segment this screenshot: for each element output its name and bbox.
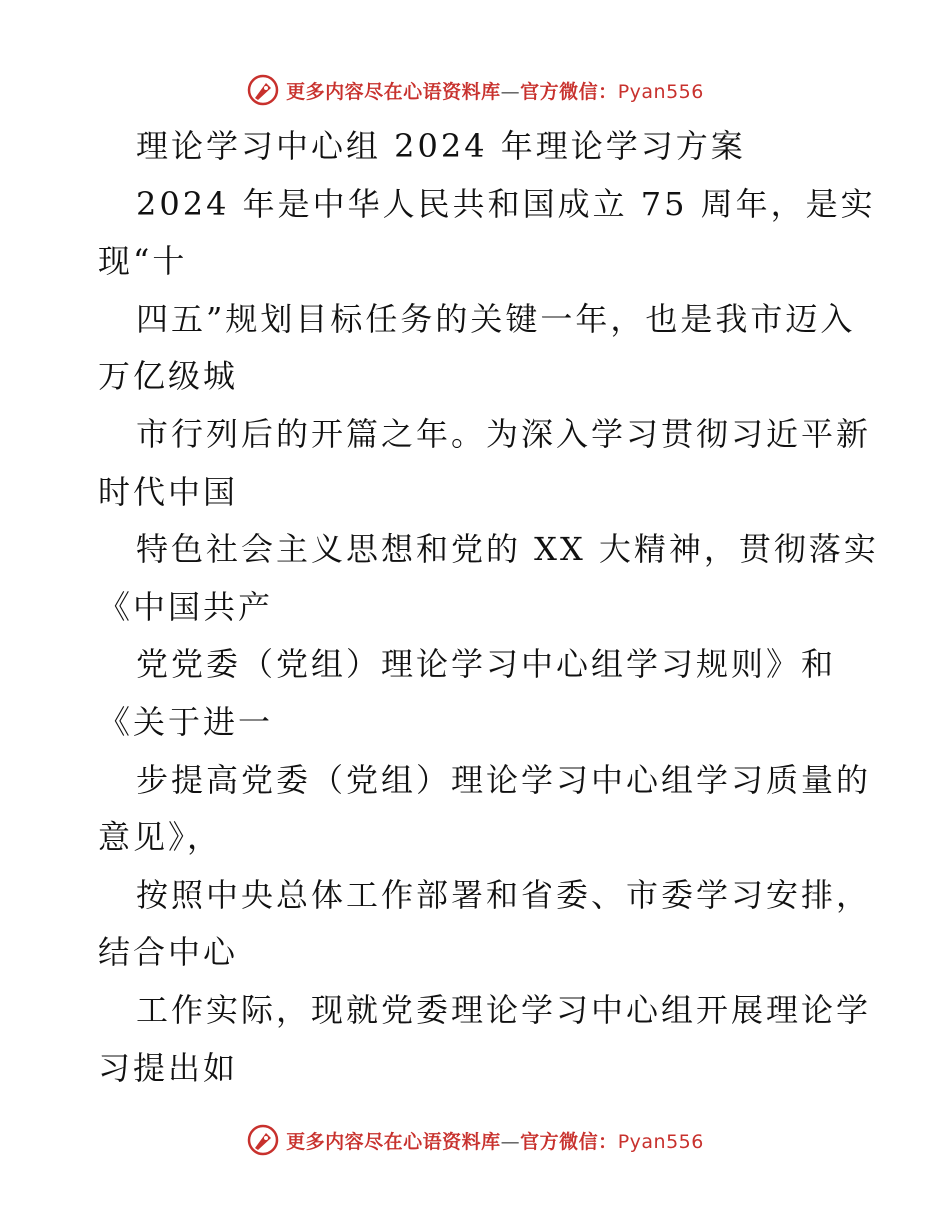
header-watermark-banner [0, 70, 950, 110]
text-line: 《中国共产 [98, 587, 274, 626]
text-line: 结合中心 [98, 933, 239, 972]
banner-wechat-id: Pyan556 [617, 1130, 704, 1153]
text-line: 万亿级城 [98, 357, 239, 396]
text-line: 工作实际，现就党委理论学习中心组开展理论学 [136, 990, 872, 1029]
text-line: 2024 年是中华人民共和国成立 75 周年，是实 [136, 184, 876, 223]
text-line: 步提高党委（党组）理论学习中心组学习质量的 [136, 760, 872, 799]
text-line: 现“十 [98, 242, 188, 281]
text-line: 特色社会主义思想和党的 XX 大精神，贯彻落实 [136, 530, 879, 569]
text-line: 市行列后的开篇之年。为深入学习贯彻习近平新 [136, 414, 872, 453]
banner-site-name: 更多内容尽在心语资料库 [286, 1130, 501, 1153]
pen-nib-logo-icon [246, 73, 280, 107]
banner-separator: — [500, 80, 521, 103]
text-line: 党党委（党组）理论学习中心组学习规则》和 [136, 645, 837, 684]
banner-wechat-id: Pyan556 [617, 80, 704, 103]
pen-nib-logo-icon [246, 1123, 280, 1157]
banner-wechat-label: 官方微信： [520, 80, 618, 103]
document-title: 理论学习中心组 2024 年理论学习方案 [136, 127, 746, 165]
footer-watermark-banner [0, 1120, 950, 1160]
text-line: 习提出如 [98, 1048, 239, 1087]
banner-wechat-label: 官方微信： [520, 1130, 618, 1153]
text-line: 按照中央总体工作部署和省委、市委学习安排， [136, 875, 872, 914]
text-line: 四五”规划目标任务的关键一年，也是我市迈入 [136, 299, 856, 338]
text-line: 时代中国 [98, 472, 239, 511]
text-line: 《关于进一 [98, 702, 274, 741]
document-body [98, 118, 879, 1097]
banner-site-name: 更多内容尽在心语资料库 [286, 80, 501, 103]
text-line: 意见》， [98, 818, 223, 857]
banner-separator: — [500, 1130, 521, 1153]
